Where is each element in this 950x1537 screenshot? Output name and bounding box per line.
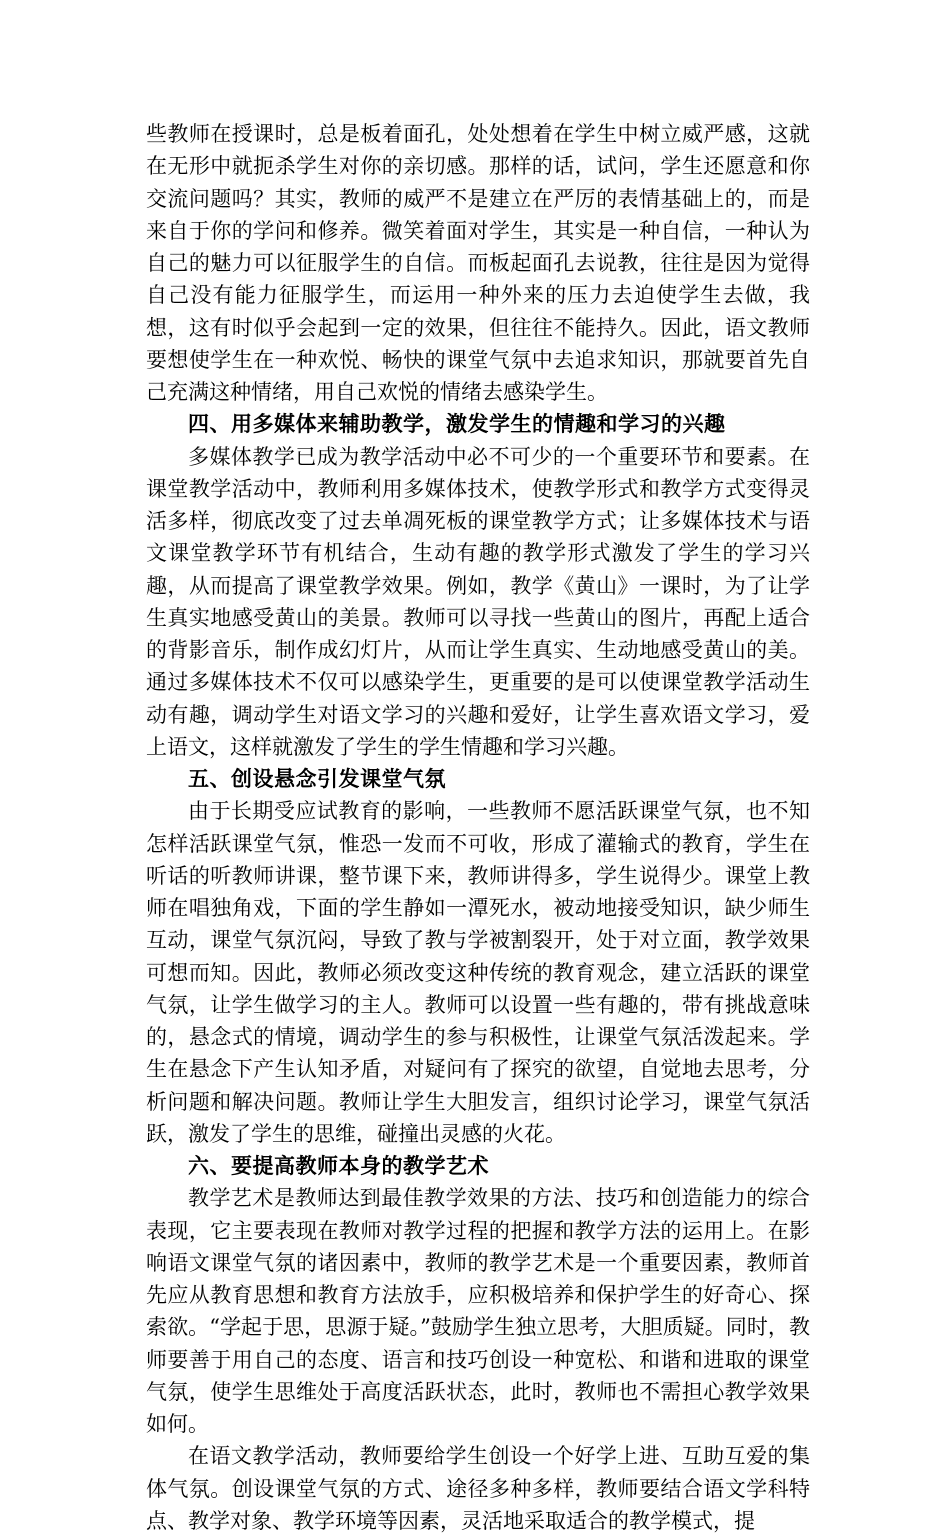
document-body	[146, 118, 810, 1537]
section-heading-five: 五、创设悬念引发课堂气氛	[188, 767, 446, 791]
paragraph-teaching-art: 教学艺术是教师达到最佳教学效果的方法、技巧和创造能力的综合表现，它主要表现在教师对教学过程的把握和教学方法的运用上。在影响语文课堂气氛的诸因素中，教师的教学艺术是一个重要因素，教师首先应从教育思想和教育方法放手，应积极培养和保护学生的好奇心、探索欲。“学起于思，思源于疑。”鼓励学生独立思考，大胆质疑。同时，教师要善于用自己的态度、语言和技巧创设一种宽松、和谐和进取的课堂气氛，使学生思维处于高度活跃状态，此时，教师也不需担心教学效果如何。	[146, 1186, 810, 1436]
paragraph-suspense: 由于长期受应试教育的影响，一些教师不愿活跃课堂气氛，也不知怎样活跃课堂气氛，惟恐一发而不可收，形成了灌输式的教育，学生在听话的听教师讲课，整节课下来，教师讲得多，学生说得少。课堂上教师在唱独角戏，下面的学生静如一潭死水，被动地接受知识，缺少师生互动，课堂气氛沉闷，导致了教与学被割裂开，处于对立面，教学效果可想而知。因此，教师必须改变这种传统的教育观念，建立活跃的课堂气氛，让学生做学习的主人。教师可以设置一些有趣的，带有挑战意味的，悬念式的情境，调动学生的参与积极性，让课堂气氛活泼起来。学生在悬念下产生认知矛盾，对疑问有了探究的欲望，自觉地去思考，分析问题和解决问题。教师让学生大胆发言，组织讨论学习，课堂气氛活跃，激发了学生的思维，碰撞出灵感的火花。	[146, 799, 810, 1146]
section-heading-six: 六、要提高教师本身的教学艺术	[188, 1154, 489, 1178]
paragraph-multimedia: 多媒体教学已成为教学活动中必不可少的一个重要环节和要素。在课堂教学活动中，教师利用多媒体技术，使教学形式和教学方式变得灵活多样，彻底改变了过去单凋死板的课堂教学方式；让多媒体技术与语文课堂教学环节有机结合，生动有趣的教学形式激发了学生的学习兴趣，从而提高了课堂教学效果。例如，教学《黄山》一课时，为了让学生真实地感受黄山的美景。教师可以寻找一些黄山的图片，再配上适合的背影音乐，制作成幻灯片，从而让学生真实、生动地感受黄山的美。通过多媒体技术不仅可以感染学生，更重要的是可以使课堂教学活动生动有趣，调动学生对语文学习的兴趣和爱好，让学生喜欢语文学习，爱上语文，这样就激发了学生的学生情趣和学习兴趣。	[146, 444, 810, 759]
section-heading-four: 四、用多媒体来辅助教学，激发学生的情趣和学习的兴趣	[188, 412, 726, 437]
paragraph-teacher-attitude: 些教师在授课时，总是板着面孔，处处想着在学生中树立威严感，这就在无形中就扼杀学生对你的亲切感。那样的话，试问，学生还愿意和你交流问题吗？其实，教师的威严不是建立在严厉的表情基础上的，而是来自于你的学问和修养。微笑着面对学生，其实是一种自信，一种认为自己的魅力可以征服学生的自信。而板起面孔去说教，往往是因为觉得自己没有能力征服学生，而运用一种外来的压力去迫使学生去做，我想，这有时似乎会起到一定的效果，但往往不能持久。因此，语文教师要想使学生在一种欢悦、畅快的课堂气氛中去追求知识，那就要首先自己充满这种情绪，用自己欢悦的情绪去感染学生。	[146, 122, 810, 404]
paragraph-collective-atmosphere: 在语文教学活动，教师要给学生创设一个好学上进、互助互爱的集体气氛。创设课堂气氛的方式、途径多种多样，教师要结合语文学科特点、教学对象、教学环境等因素，灵活地采取适合的教学模式，提	[146, 1444, 810, 1533]
